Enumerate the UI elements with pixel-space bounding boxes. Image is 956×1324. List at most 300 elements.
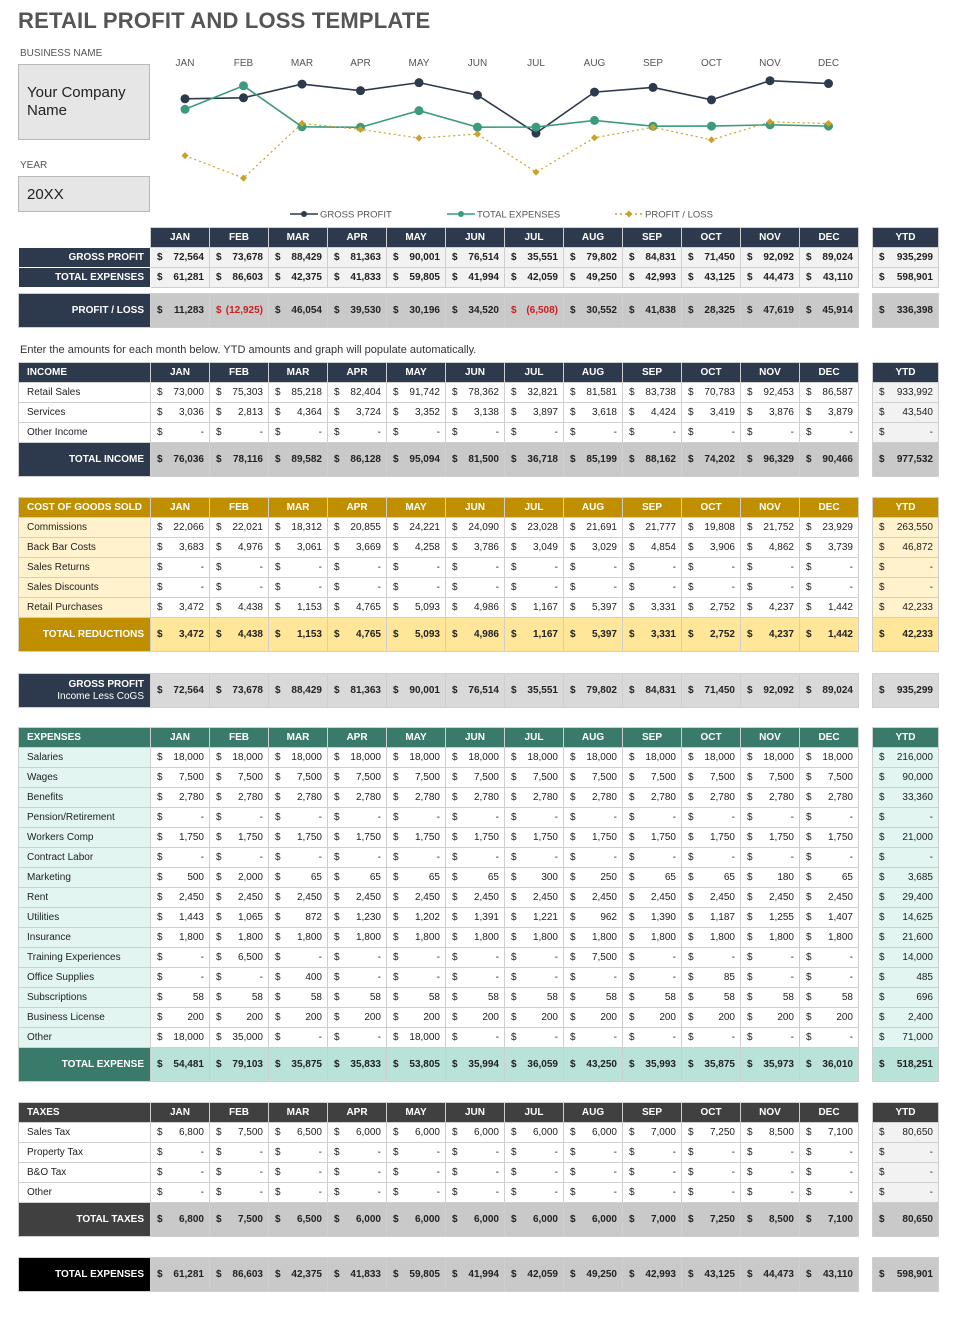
amount-input-cell[interactable] [446, 538, 505, 558]
amount-input-cell[interactable] [328, 968, 387, 988]
amount-input-cell[interactable] [269, 988, 328, 1008]
amount-input-cell[interactable] [328, 768, 387, 788]
amount-input-cell[interactable] [387, 1008, 446, 1028]
amount-input-cell[interactable] [800, 1123, 859, 1143]
amount-input-cell[interactable] [328, 558, 387, 578]
amount-input-cell[interactable] [446, 848, 505, 868]
amount-input-cell[interactable] [446, 948, 505, 968]
amount-input-cell[interactable] [623, 1028, 682, 1048]
amount-input-cell[interactable] [328, 403, 387, 423]
amount-input-cell[interactable] [269, 928, 328, 948]
amount-input-cell[interactable] [564, 828, 623, 848]
amount-input-cell[interactable] [800, 868, 859, 888]
amount-input-cell[interactable] [800, 423, 859, 443]
amount-input-cell[interactable] [151, 768, 210, 788]
amount-input-cell[interactable] [682, 968, 741, 988]
amount-input-cell[interactable] [446, 788, 505, 808]
amount-input-cell[interactable] [269, 948, 328, 968]
amount-input-cell[interactable] [564, 1163, 623, 1183]
amount-input-cell[interactable] [269, 403, 328, 423]
amount-input-cell[interactable] [505, 1008, 564, 1028]
amount-input-cell[interactable] [387, 518, 446, 538]
amount-input-cell[interactable] [387, 423, 446, 443]
amount-input-cell[interactable] [564, 968, 623, 988]
amount-input-cell[interactable] [328, 788, 387, 808]
amount-input-cell[interactable] [800, 598, 859, 618]
amount-input-cell[interactable] [505, 828, 564, 848]
amount-input-cell[interactable] [505, 383, 564, 403]
amount-input-cell[interactable] [800, 748, 859, 768]
amount-input-cell[interactable] [623, 928, 682, 948]
amount-input-cell[interactable] [623, 868, 682, 888]
amount-input-cell[interactable] [505, 1183, 564, 1203]
amount-input-cell[interactable] [269, 1143, 328, 1163]
amount-input-cell[interactable] [682, 808, 741, 828]
amount-input-cell[interactable] [505, 888, 564, 908]
amount-input-cell[interactable] [446, 383, 505, 403]
amount-input-cell[interactable] [151, 1143, 210, 1163]
amount-input-cell[interactable] [446, 908, 505, 928]
amount-input-cell[interactable] [151, 848, 210, 868]
amount-input-cell[interactable] [505, 403, 564, 423]
amount-input-cell[interactable] [682, 1183, 741, 1203]
amount-input-cell[interactable] [800, 808, 859, 828]
amount-input-cell[interactable] [269, 1008, 328, 1028]
amount-input-cell[interactable] [564, 383, 623, 403]
amount-input-cell[interactable] [682, 988, 741, 1008]
amount-input-cell[interactable] [623, 988, 682, 1008]
amount-input-cell[interactable] [741, 423, 800, 443]
amount-input-cell[interactable] [269, 1123, 328, 1143]
amount-input-cell[interactable] [210, 948, 269, 968]
amount-input-cell[interactable] [505, 598, 564, 618]
amount-input-cell[interactable] [269, 908, 328, 928]
amount-input-cell[interactable] [210, 988, 269, 1008]
amount-input-cell[interactable] [623, 748, 682, 768]
amount-input-cell[interactable] [328, 518, 387, 538]
amount-input-cell[interactable] [623, 578, 682, 598]
amount-input-cell[interactable] [387, 988, 446, 1008]
amount-input-cell[interactable] [210, 788, 269, 808]
amount-input-cell[interactable] [446, 518, 505, 538]
amount-input-cell[interactable] [151, 1123, 210, 1143]
amount-input-cell[interactable] [269, 1183, 328, 1203]
amount-input-cell[interactable] [210, 828, 269, 848]
amount-input-cell[interactable] [328, 828, 387, 848]
amount-input-cell[interactable] [387, 828, 446, 848]
amount-input-cell[interactable] [446, 928, 505, 948]
amount-input-cell[interactable] [505, 558, 564, 578]
amount-input-cell[interactable] [741, 383, 800, 403]
amount-input-cell[interactable] [682, 928, 741, 948]
amount-input-cell[interactable] [505, 518, 564, 538]
amount-input-cell[interactable] [505, 768, 564, 788]
amount-input-cell[interactable] [623, 538, 682, 558]
amount-input-cell[interactable] [387, 948, 446, 968]
amount-input-cell[interactable] [564, 868, 623, 888]
amount-input-cell[interactable] [446, 1183, 505, 1203]
amount-input-cell[interactable] [210, 888, 269, 908]
amount-input-cell[interactable] [328, 868, 387, 888]
amount-input-cell[interactable] [210, 383, 269, 403]
amount-input-cell[interactable] [328, 598, 387, 618]
amount-input-cell[interactable] [446, 968, 505, 988]
amount-input-cell[interactable] [564, 748, 623, 768]
amount-input-cell[interactable] [741, 748, 800, 768]
amount-input-cell[interactable] [151, 423, 210, 443]
amount-input-cell[interactable] [151, 748, 210, 768]
amount-input-cell[interactable] [387, 888, 446, 908]
amount-input-cell[interactable] [800, 928, 859, 948]
amount-input-cell[interactable] [269, 518, 328, 538]
amount-input-cell[interactable] [682, 1123, 741, 1143]
amount-input-cell[interactable] [210, 538, 269, 558]
amount-input-cell[interactable] [210, 423, 269, 443]
amount-input-cell[interactable] [800, 848, 859, 868]
amount-input-cell[interactable] [151, 558, 210, 578]
amount-input-cell[interactable] [387, 598, 446, 618]
amount-input-cell[interactable] [446, 748, 505, 768]
amount-input-cell[interactable] [328, 748, 387, 768]
amount-input-cell[interactable] [328, 1183, 387, 1203]
amount-input-cell[interactable] [741, 403, 800, 423]
business-name-input[interactable]: Your Company Name [18, 64, 150, 140]
amount-input-cell[interactable] [151, 1008, 210, 1028]
amount-input-cell[interactable] [623, 908, 682, 928]
amount-input-cell[interactable] [741, 1143, 800, 1163]
amount-input-cell[interactable] [210, 403, 269, 423]
amount-input-cell[interactable] [741, 788, 800, 808]
amount-input-cell[interactable] [682, 868, 741, 888]
amount-input-cell[interactable] [564, 1183, 623, 1203]
amount-input-cell[interactable] [682, 788, 741, 808]
amount-input-cell[interactable] [623, 518, 682, 538]
amount-input-cell[interactable] [210, 1143, 269, 1163]
amount-input-cell[interactable] [623, 828, 682, 848]
amount-input-cell[interactable] [505, 1143, 564, 1163]
amount-input-cell[interactable] [623, 1143, 682, 1163]
amount-input-cell[interactable] [800, 788, 859, 808]
amount-input-cell[interactable] [682, 848, 741, 868]
amount-input-cell[interactable] [269, 423, 328, 443]
amount-input-cell[interactable] [505, 868, 564, 888]
amount-input-cell[interactable] [446, 1008, 505, 1028]
amount-input-cell[interactable] [800, 558, 859, 578]
amount-input-cell[interactable] [210, 908, 269, 928]
amount-input-cell[interactable] [564, 1028, 623, 1048]
amount-input-cell[interactable] [151, 578, 210, 598]
amount-input-cell[interactable] [682, 518, 741, 538]
amount-input-cell[interactable] [741, 848, 800, 868]
amount-input-cell[interactable] [210, 808, 269, 828]
amount-input-cell[interactable] [328, 578, 387, 598]
amount-input-cell[interactable] [387, 768, 446, 788]
amount-input-cell[interactable] [741, 888, 800, 908]
amount-input-cell[interactable] [446, 598, 505, 618]
amount-input-cell[interactable] [623, 888, 682, 908]
amount-input-cell[interactable] [741, 808, 800, 828]
amount-input-cell[interactable] [387, 928, 446, 948]
amount-input-cell[interactable] [387, 1123, 446, 1143]
amount-input-cell[interactable] [269, 538, 328, 558]
amount-input-cell[interactable] [564, 403, 623, 423]
amount-input-cell[interactable] [210, 748, 269, 768]
amount-input-cell[interactable] [564, 518, 623, 538]
amount-input-cell[interactable] [623, 403, 682, 423]
amount-input-cell[interactable] [328, 1143, 387, 1163]
amount-input-cell[interactable] [623, 768, 682, 788]
amount-input-cell[interactable] [623, 558, 682, 578]
amount-input-cell[interactable] [210, 1028, 269, 1048]
amount-input-cell[interactable] [623, 788, 682, 808]
amount-input-cell[interactable] [800, 888, 859, 908]
amount-input-cell[interactable] [800, 383, 859, 403]
amount-input-cell[interactable] [387, 808, 446, 828]
amount-input-cell[interactable] [682, 1163, 741, 1183]
amount-input-cell[interactable] [151, 598, 210, 618]
amount-input-cell[interactable] [269, 848, 328, 868]
amount-input-cell[interactable] [505, 808, 564, 828]
amount-input-cell[interactable] [151, 538, 210, 558]
amount-input-cell[interactable] [210, 1008, 269, 1028]
amount-input-cell[interactable] [328, 808, 387, 828]
amount-input-cell[interactable] [446, 1163, 505, 1183]
amount-input-cell[interactable] [269, 788, 328, 808]
amount-input-cell[interactable] [564, 908, 623, 928]
amount-input-cell[interactable] [505, 748, 564, 768]
amount-input-cell[interactable] [623, 598, 682, 618]
amount-input-cell[interactable] [328, 988, 387, 1008]
amount-input-cell[interactable] [387, 788, 446, 808]
amount-input-cell[interactable] [623, 383, 682, 403]
amount-input-cell[interactable] [328, 538, 387, 558]
amount-input-cell[interactable] [741, 538, 800, 558]
amount-input-cell[interactable] [623, 1123, 682, 1143]
amount-input-cell[interactable] [269, 968, 328, 988]
amount-input-cell[interactable] [151, 988, 210, 1008]
amount-input-cell[interactable] [446, 768, 505, 788]
amount-input-cell[interactable] [623, 848, 682, 868]
amount-input-cell[interactable] [505, 968, 564, 988]
amount-input-cell[interactable] [800, 948, 859, 968]
amount-input-cell[interactable] [151, 928, 210, 948]
amount-input-cell[interactable] [564, 848, 623, 868]
amount-input-cell[interactable] [741, 1028, 800, 1048]
amount-input-cell[interactable] [682, 538, 741, 558]
amount-input-cell[interactable] [269, 1163, 328, 1183]
amount-input-cell[interactable] [151, 888, 210, 908]
amount-input-cell[interactable] [328, 948, 387, 968]
amount-input-cell[interactable] [623, 968, 682, 988]
amount-input-cell[interactable] [623, 423, 682, 443]
amount-input-cell[interactable] [682, 1028, 741, 1048]
amount-input-cell[interactable] [564, 538, 623, 558]
amount-input-cell[interactable] [800, 538, 859, 558]
amount-input-cell[interactable] [269, 888, 328, 908]
amount-input-cell[interactable] [210, 558, 269, 578]
amount-input-cell[interactable] [682, 598, 741, 618]
amount-input-cell[interactable] [446, 1123, 505, 1143]
amount-input-cell[interactable] [328, 888, 387, 908]
amount-input-cell[interactable] [387, 1143, 446, 1163]
amount-input-cell[interactable] [210, 518, 269, 538]
amount-input-cell[interactable] [446, 423, 505, 443]
amount-input-cell[interactable] [151, 808, 210, 828]
amount-input-cell[interactable] [387, 1163, 446, 1183]
amount-input-cell[interactable] [269, 383, 328, 403]
amount-input-cell[interactable] [446, 828, 505, 848]
amount-input-cell[interactable] [505, 538, 564, 558]
amount-input-cell[interactable] [151, 403, 210, 423]
amount-input-cell[interactable] [682, 948, 741, 968]
amount-input-cell[interactable] [741, 988, 800, 1008]
amount-input-cell[interactable] [623, 1163, 682, 1183]
amount-input-cell[interactable] [505, 1163, 564, 1183]
amount-input-cell[interactable] [387, 383, 446, 403]
amount-input-cell[interactable] [210, 578, 269, 598]
amount-input-cell[interactable] [564, 768, 623, 788]
amount-input-cell[interactable] [387, 578, 446, 598]
amount-input-cell[interactable] [505, 908, 564, 928]
amount-input-cell[interactable] [387, 1183, 446, 1203]
amount-input-cell[interactable] [564, 423, 623, 443]
amount-input-cell[interactable] [564, 988, 623, 1008]
amount-input-cell[interactable] [682, 828, 741, 848]
amount-input-cell[interactable] [682, 558, 741, 578]
amount-input-cell[interactable] [328, 423, 387, 443]
amount-input-cell[interactable] [269, 768, 328, 788]
amount-input-cell[interactable] [210, 928, 269, 948]
amount-input-cell[interactable] [564, 888, 623, 908]
amount-input-cell[interactable] [210, 848, 269, 868]
amount-input-cell[interactable] [564, 1143, 623, 1163]
amount-input-cell[interactable] [269, 828, 328, 848]
amount-input-cell[interactable] [505, 848, 564, 868]
amount-input-cell[interactable] [623, 1183, 682, 1203]
amount-input-cell[interactable] [269, 598, 328, 618]
amount-input-cell[interactable] [328, 1008, 387, 1028]
amount-input-cell[interactable] [682, 768, 741, 788]
amount-input-cell[interactable] [800, 403, 859, 423]
amount-input-cell[interactable] [210, 598, 269, 618]
amount-input-cell[interactable] [682, 1008, 741, 1028]
amount-input-cell[interactable] [741, 928, 800, 948]
amount-input-cell[interactable] [269, 748, 328, 768]
amount-input-cell[interactable] [269, 1028, 328, 1048]
amount-input-cell[interactable] [800, 1143, 859, 1163]
amount-input-cell[interactable] [741, 908, 800, 928]
amount-input-cell[interactable] [800, 1028, 859, 1048]
amount-input-cell[interactable] [387, 848, 446, 868]
amount-input-cell[interactable] [741, 598, 800, 618]
amount-input-cell[interactable] [741, 948, 800, 968]
amount-input-cell[interactable] [387, 558, 446, 578]
amount-input-cell[interactable] [151, 518, 210, 538]
amount-input-cell[interactable] [682, 423, 741, 443]
amount-input-cell[interactable] [446, 1143, 505, 1163]
amount-input-cell[interactable] [446, 1028, 505, 1048]
amount-input-cell[interactable] [446, 578, 505, 598]
amount-input-cell[interactable] [800, 1183, 859, 1203]
amount-input-cell[interactable] [269, 868, 328, 888]
amount-input-cell[interactable] [151, 1163, 210, 1183]
amount-input-cell[interactable] [151, 868, 210, 888]
amount-input-cell[interactable] [741, 768, 800, 788]
amount-input-cell[interactable] [682, 403, 741, 423]
amount-input-cell[interactable] [741, 1123, 800, 1143]
amount-input-cell[interactable] [741, 518, 800, 538]
amount-input-cell[interactable] [741, 1183, 800, 1203]
amount-input-cell[interactable] [446, 888, 505, 908]
amount-input-cell[interactable] [505, 788, 564, 808]
amount-input-cell[interactable] [151, 948, 210, 968]
amount-input-cell[interactable] [328, 908, 387, 928]
amount-input-cell[interactable] [800, 1163, 859, 1183]
amount-input-cell[interactable] [564, 948, 623, 968]
amount-input-cell[interactable] [564, 1008, 623, 1028]
amount-input-cell[interactable] [682, 578, 741, 598]
amount-input-cell[interactable] [387, 908, 446, 928]
amount-input-cell[interactable] [800, 968, 859, 988]
amount-input-cell[interactable] [564, 1123, 623, 1143]
amount-input-cell[interactable] [328, 928, 387, 948]
amount-input-cell[interactable] [741, 968, 800, 988]
amount-input-cell[interactable] [269, 808, 328, 828]
amount-input-cell[interactable] [328, 1028, 387, 1048]
amount-input-cell[interactable] [505, 988, 564, 1008]
amount-input-cell[interactable] [682, 908, 741, 928]
amount-input-cell[interactable] [151, 1028, 210, 1048]
amount-input-cell[interactable] [328, 1163, 387, 1183]
amount-input-cell[interactable] [682, 383, 741, 403]
amount-input-cell[interactable] [741, 558, 800, 578]
amount-input-cell[interactable] [800, 518, 859, 538]
amount-input-cell[interactable] [800, 828, 859, 848]
amount-input-cell[interactable] [446, 808, 505, 828]
amount-input-cell[interactable] [210, 968, 269, 988]
amount-input-cell[interactable] [151, 788, 210, 808]
amount-input-cell[interactable] [505, 948, 564, 968]
amount-input-cell[interactable] [800, 988, 859, 1008]
amount-input-cell[interactable] [151, 968, 210, 988]
amount-input-cell[interactable] [151, 908, 210, 928]
amount-input-cell[interactable] [151, 383, 210, 403]
amount-input-cell[interactable] [446, 988, 505, 1008]
amount-input-cell[interactable] [328, 848, 387, 868]
amount-input-cell[interactable] [800, 1008, 859, 1028]
amount-input-cell[interactable] [623, 1008, 682, 1028]
amount-input-cell[interactable] [623, 808, 682, 828]
amount-input-cell[interactable] [151, 828, 210, 848]
amount-input-cell[interactable] [210, 868, 269, 888]
amount-input-cell[interactable] [446, 403, 505, 423]
amount-input-cell[interactable] [564, 928, 623, 948]
year-input[interactable]: 20XX [18, 176, 150, 212]
amount-input-cell[interactable] [269, 558, 328, 578]
amount-input-cell[interactable] [682, 1143, 741, 1163]
amount-input-cell[interactable] [564, 558, 623, 578]
amount-input-cell[interactable] [505, 1123, 564, 1143]
amount-input-cell[interactable] [210, 768, 269, 788]
amount-input-cell[interactable] [741, 578, 800, 598]
amount-input-cell[interactable] [210, 1163, 269, 1183]
amount-input-cell[interactable] [682, 888, 741, 908]
amount-input-cell[interactable] [269, 578, 328, 598]
amount-input-cell[interactable] [800, 578, 859, 598]
amount-input-cell[interactable] [564, 788, 623, 808]
amount-input-cell[interactable] [741, 1008, 800, 1028]
amount-input-cell[interactable] [623, 948, 682, 968]
